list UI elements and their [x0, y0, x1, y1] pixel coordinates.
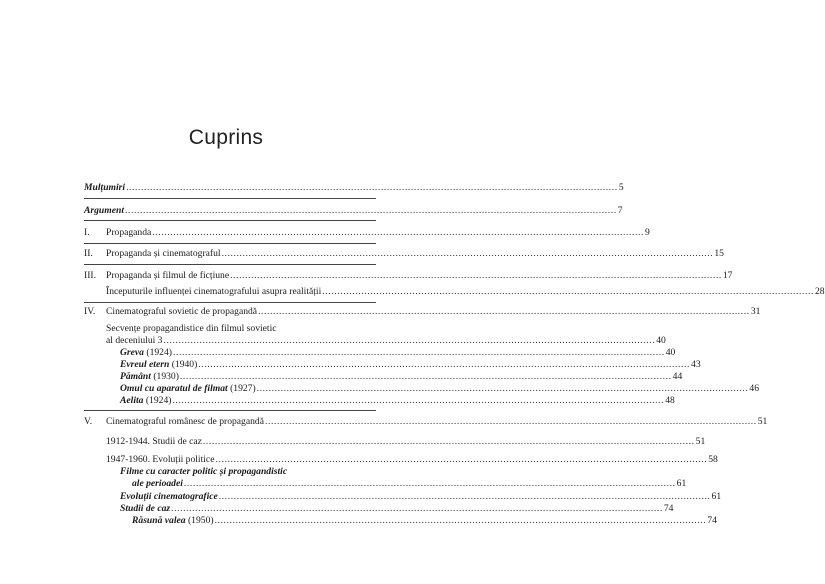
toc-entry-label [84, 270, 229, 282]
toc-entry-label [120, 395, 171, 407]
toc-entry-page: 9 [645, 227, 650, 238]
dot-leader: .................................................................................................................................................................... [221, 248, 714, 259]
toc-entry-label [120, 347, 172, 359]
toc-entry-film-aelita[interactable] [120, 395, 675, 407]
toc-entry-multumiri[interactable] [84, 182, 624, 194]
chapter-number: V. [84, 416, 93, 427]
toc-entry-page: 15 [714, 248, 724, 259]
toc-entry-label [120, 359, 197, 371]
dot-leader: .................................................................................................................................................................... [172, 395, 665, 406]
film-year: (1927) [230, 383, 256, 394]
toc-entry-section[interactable] [106, 286, 825, 298]
dot-leader: .................................................................................................................................................................... [179, 371, 672, 382]
toc-entry-page: 48 [665, 395, 675, 406]
toc-entry-argument[interactable] [84, 205, 623, 217]
toc-entry-chapter-1[interactable] [84, 227, 650, 239]
dot-leader: .................................................................................................................................................................... [171, 503, 663, 514]
dot-leader: .................................................................................................................................................................... [230, 270, 722, 281]
dot-leader: .................................................................................................................................................................... [258, 306, 750, 317]
film-title: Omul cu aparatul de filmat [120, 383, 228, 394]
toc-entry-page: 58 [708, 454, 718, 465]
chapter-title: Propaganda și cinematograful [106, 248, 221, 259]
chapter-number: III. [84, 270, 96, 281]
chapter-title: Propaganda [106, 227, 152, 238]
divider [84, 302, 376, 303]
chapter-title: Cinematograful sovietic de propagandă [106, 306, 258, 317]
divider [84, 198, 376, 199]
dot-leader: .................................................................................................................................................................... [218, 491, 711, 502]
toc-entry-page: 40 [665, 347, 676, 358]
toc-entry-page: 31 [750, 306, 761, 317]
dot-leader: .................................................................................................................................................................... [202, 436, 695, 447]
dot-leader: .................................................................................................................................................................... [214, 515, 707, 526]
toc-entry-label [84, 227, 151, 239]
toc-entry-page: 44 [672, 371, 683, 382]
toc-entry-label: Începuturile influenței cinematografului asupra realității [106, 286, 322, 297]
toc-entry-chapter-2[interactable] [84, 248, 724, 260]
toc-entry-line2 [120, 478, 687, 490]
toc-entry-page: 40 [656, 335, 666, 346]
toc-entry-page: 5 [618, 182, 624, 193]
toc-entry-label [84, 416, 264, 428]
dot-leader: .................................................................................................................................................................... [264, 416, 757, 427]
divider [84, 264, 376, 265]
dot-leader: .................................................................................................................................................................... [322, 286, 814, 297]
toc-entry-film-evreul-etern[interactable] [120, 359, 701, 371]
toc-entry-page: 7 [617, 205, 623, 216]
chapter-title: Cinematograful românesc de propagandă [106, 416, 264, 427]
film-year: (1940) [171, 359, 198, 370]
chapter-number: IV. [84, 306, 96, 317]
toc-entry-label: Evoluții cinematografice [120, 491, 218, 502]
toc-entry-label: Argument [84, 205, 124, 216]
divider [84, 220, 376, 221]
dot-leader: .................................................................................................................................................................... [126, 182, 618, 193]
toc-entry-page: 74 [663, 503, 674, 514]
toc-entry-page: 61 [676, 478, 687, 489]
dot-leader: .................................................................................................................................................................... [152, 227, 645, 238]
toc-entry-label: ale perioadei [132, 478, 183, 489]
chapter-number: I. [84, 227, 90, 238]
dot-leader: .................................................................................................................................................................... [215, 454, 708, 465]
dot-leader: .................................................................................................................................................................... [172, 347, 665, 358]
dot-leader: .................................................................................................................................................................... [125, 205, 617, 216]
toc-entry-label: Mulțumiri [84, 182, 126, 193]
toc-entry-film-pamant[interactable] [120, 371, 683, 383]
toc-entry-section-secvente[interactable] [106, 323, 666, 347]
toc-entry-page: 46 [749, 383, 760, 394]
toc-entry-line2 [106, 335, 666, 347]
dot-leader: .................................................................................................................................................................... [183, 478, 676, 489]
film-year: (1950) [187, 515, 214, 526]
toc-entry-chapter-4[interactable] [84, 306, 761, 318]
film-title: Aelita [120, 395, 144, 406]
toc-entry-subsection-filme[interactable] [120, 466, 687, 490]
toc-entry-film-greva[interactable] [120, 347, 676, 359]
toc-entry-section[interactable] [106, 454, 718, 466]
film-year: (1930) [153, 371, 179, 382]
film-title: Pământ [120, 371, 151, 382]
toc-entry-label-line1: Filme cu caracter politic și propagandistic [120, 466, 288, 477]
film-title: Evreul etern [120, 359, 170, 370]
toc-entry-label [120, 371, 179, 383]
film-title: Răsună valea [132, 515, 186, 526]
toc-entry-page: 43 [691, 359, 701, 370]
toc-entry-page: 28 [815, 286, 825, 297]
toc-entry-page: 51 [757, 416, 768, 427]
chapter-title: Propaganda și filmul de ficțiune [106, 270, 230, 281]
film-year: (1924) [145, 395, 172, 406]
toc-entry-label [84, 306, 257, 318]
film-year: (1924) [146, 347, 172, 358]
toc-entry-label: Studii de caz [120, 503, 171, 514]
dot-leader: .................................................................................................................................................................... [198, 359, 691, 370]
toc-entry-film-omul-cu-aparatul[interactable] [120, 383, 760, 395]
toc-entry-label: 1912-1944. Studii de caz [106, 436, 202, 447]
toc-entry-film-rasuna-valea[interactable] [132, 515, 717, 527]
toc-entry-page: 61 [711, 491, 722, 502]
toc-entry-label: 1947-1960. Evoluții politice [106, 454, 215, 465]
toc-entry-label-line1: Secvențe propagandistice din filmul sovietic [106, 323, 277, 334]
toc-entry-subsection[interactable] [120, 503, 674, 515]
dot-leader: .................................................................................................................................................................... [256, 383, 749, 394]
toc-entry-section[interactable] [106, 436, 706, 448]
toc-entry-chapter-5[interactable] [84, 416, 768, 428]
toc-entry-label [132, 515, 214, 527]
toc-entry-chapter-3[interactable] [84, 270, 733, 282]
divider [84, 243, 376, 244]
toc-entry-page: 17 [722, 270, 733, 281]
toc-entry-subsection[interactable] [120, 491, 722, 503]
page-title: Cuprins [188, 126, 264, 149]
chapter-number: II. [84, 248, 93, 259]
toc-entry-page: 74 [707, 515, 717, 526]
toc-entry-page: 51 [695, 436, 706, 447]
toc-entry-label [120, 383, 256, 395]
toc-entry-label: al deceniului 3 [106, 335, 163, 346]
divider [84, 410, 376, 411]
film-title: Greva [120, 347, 144, 358]
dot-leader: .................................................................................................................................................................... [163, 335, 656, 346]
toc-entry-label [84, 248, 221, 260]
